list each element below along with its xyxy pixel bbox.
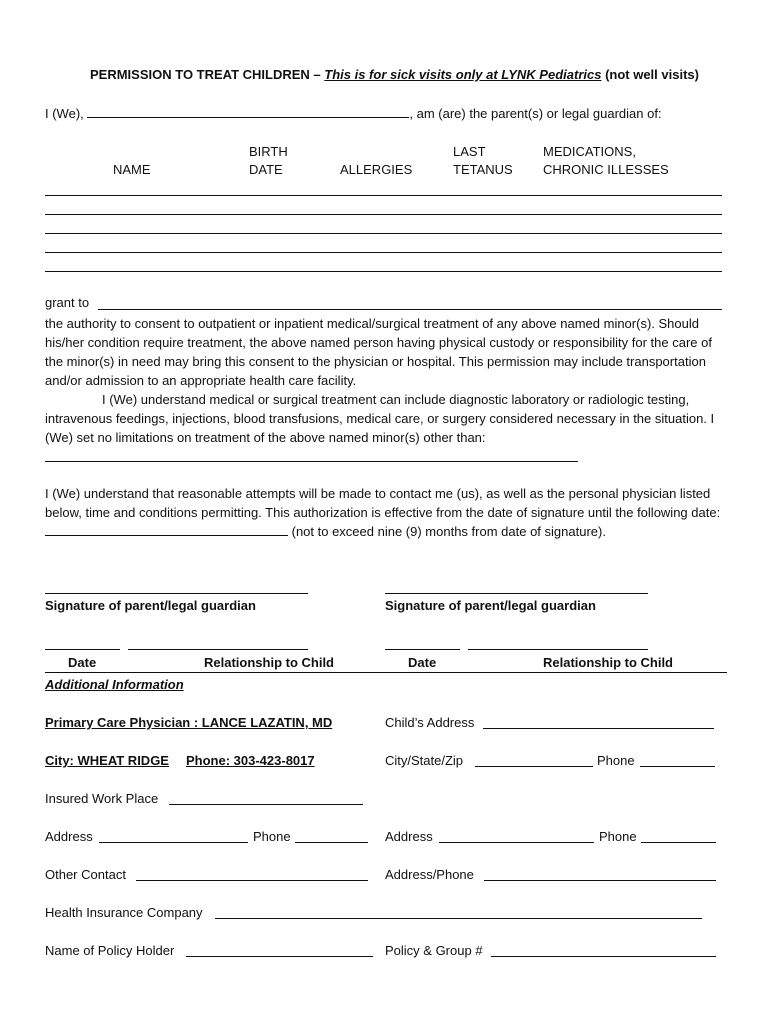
signature-line-1[interactable]	[45, 593, 308, 594]
grant-to-label: grant to	[45, 295, 90, 310]
date-line-1[interactable]	[45, 649, 120, 650]
phone-field-2[interactable]	[641, 842, 716, 843]
insurance-company-field[interactable]	[215, 918, 702, 919]
additional-heading: Additional Information	[45, 677, 184, 692]
work-phone-field[interactable]	[295, 842, 368, 843]
city-state-zip-field[interactable]	[475, 766, 593, 767]
title-lead: PERMISSION TO TREAT CHILDREN –	[90, 67, 325, 82]
grant-paragraph-2: I (We) understand medical or surgical treatment can include diagnostic laboratory or radiologic testing, intravenous feedings, injections, blood transfusions, medical care, or surgery considered necessary in the situation. I (We) set no limitations on treatment of the above named minor(s) other than:	[45, 392, 715, 445]
header-name: NAME	[113, 162, 151, 177]
header-meds-1: MEDICATIONS,	[543, 144, 636, 159]
policy-holder-label: Name of Policy Holder	[45, 943, 175, 958]
relationship-label-2: Relationship to Child	[543, 655, 673, 670]
date-line-2[interactable]	[385, 649, 460, 650]
grant-paragraph-1: the authority to consent to outpatient or inpatient medical/surgical treatment of any above named minor(s). Should his/her condition require treatment, the above named person having physical custody or responsibility for the care of the minor(s) in need may bring this consent to the physician or hospital. This permission may include transportation and/or admission to an appropriate health care facility.	[45, 316, 712, 388]
city-state-zip-label: City/State/Zip	[385, 753, 464, 768]
header-tetanus-2: TETANUS	[453, 162, 513, 177]
address-phone-field[interactable]	[484, 880, 716, 881]
form-title	[90, 67, 699, 82]
insurance-company-label: Health Insurance Company	[45, 905, 203, 920]
intro-line	[45, 104, 662, 121]
date-label-1: Date	[68, 655, 97, 670]
other-contact-field[interactable]	[136, 880, 368, 881]
header-tetanus-1: LAST	[453, 144, 486, 159]
work-address-label: Address	[45, 829, 93, 844]
header-birth-2: DATE	[249, 162, 283, 177]
header-allergies: ALLERGIES	[340, 162, 413, 177]
child-row-5[interactable]	[45, 271, 722, 272]
address-label-2: Address	[385, 829, 433, 844]
intro-suffix: , am (are) the parent(s) or legal guardian of:	[409, 106, 662, 121]
childs-address-label: Child’s Address	[385, 715, 475, 730]
contact-text-1: I (We) understand that reasonable attempts will be made to contact me (us), as well as the personal physician listed below, time and conditions permitting. This authorization is effective from the date of signature until the following date:	[45, 486, 721, 520]
contact-paragraph	[45, 484, 725, 541]
child-row-2[interactable]	[45, 214, 722, 215]
policy-holder-field[interactable]	[186, 956, 373, 957]
section-divider	[45, 672, 727, 673]
signature-line-2[interactable]	[385, 593, 648, 594]
pcp-city: City: WHEAT RIDGE	[45, 753, 169, 768]
relationship-label-1: Relationship to Child	[204, 655, 334, 670]
intro-prefix: I (We),	[45, 106, 88, 121]
limitations-field[interactable]	[45, 461, 578, 462]
work-phone-label: Phone	[253, 829, 291, 844]
work-address-field[interactable]	[99, 842, 248, 843]
parent-name-field[interactable]	[87, 104, 409, 118]
other-contact-label: Other Contact	[45, 867, 126, 882]
expiry-date-field[interactable]	[45, 522, 288, 536]
policy-group-label: Policy & Group #	[385, 943, 483, 958]
title-emphasis: This is for sick visits only at LYNK Pediatrics	[324, 67, 602, 82]
title-tail: (not well visits)	[601, 67, 699, 82]
childs-address-field[interactable]	[483, 728, 714, 729]
pcp-line: Primary Care Physician : LANCE LAZATIN, MD	[45, 715, 333, 730]
address-field-2[interactable]	[439, 842, 594, 843]
child-row-4[interactable]	[45, 252, 722, 253]
signature-label-1: Signature of parent/legal guardian	[45, 598, 256, 613]
child-phone-field[interactable]	[640, 766, 715, 767]
relationship-line-1[interactable]	[128, 649, 308, 650]
pcp-phone: Phone: 303-423-8017	[186, 753, 315, 768]
child-row-3[interactable]	[45, 233, 722, 234]
signature-label-2: Signature of parent/legal guardian	[385, 598, 596, 613]
grant-to-field[interactable]	[98, 309, 722, 310]
child-row-1[interactable]	[45, 195, 722, 196]
policy-group-field[interactable]	[491, 956, 716, 957]
contact-text-2: (not to exceed nine (9) months from date of signature).	[288, 524, 606, 539]
address-phone-label: Address/Phone	[385, 867, 474, 882]
insured-work-label: Insured Work Place	[45, 791, 159, 806]
relationship-line-2[interactable]	[468, 649, 648, 650]
child-phone-label: Phone	[597, 753, 635, 768]
header-birth-1: BIRTH	[249, 144, 288, 159]
date-label-2: Date	[408, 655, 437, 670]
header-meds-2: CHRONIC ILLESSES	[543, 162, 669, 177]
phone-label-2: Phone	[599, 829, 637, 844]
insured-work-field[interactable]	[169, 804, 363, 805]
